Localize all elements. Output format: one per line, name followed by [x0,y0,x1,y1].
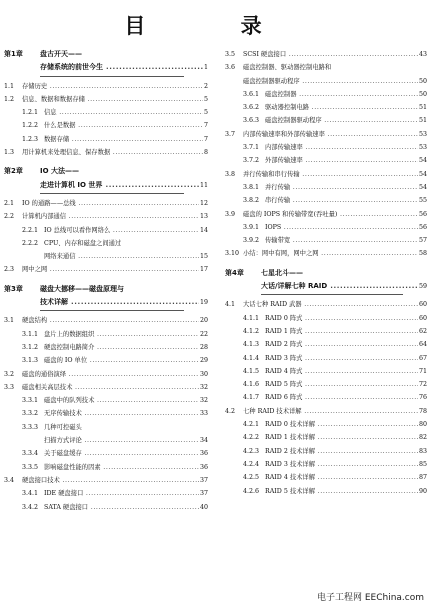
toc-page-number: 28 [199,341,208,354]
toc-title: 磁盘大挪移——磁盘原理与 [40,284,124,293]
toc-chapter [4,283,208,296]
toc-number: 3.2 [4,370,15,378]
toc-number: 4.2.1 [243,421,260,429]
toc-entry [4,447,208,460]
toc-page-number: 5 [203,93,208,106]
toc-number: 3.8.1 [243,183,260,191]
toc-number: 4.2.3 [243,447,260,455]
toc-title: 走进计算机 IO 世界 ..... [40,179,208,192]
toc-page-number: 90 [418,485,427,498]
toc-title: RAID 2 技术详解 ..... [265,445,427,458]
toc-number: 3.10 [225,250,240,258]
toc-page-number: 43 [418,48,427,61]
toc-page-number: 80 [418,418,427,431]
toc-page-number: 8 [203,146,208,159]
toc-title: 关于磁盘缓存 ..... [44,447,208,460]
toc-title: 无序传输技术 ..... [44,407,208,420]
toc-title: IO 总线可以看作网络么 ..... [44,224,208,237]
toc-number: 第1章 [4,50,23,58]
toc-entry [4,368,208,381]
toc-number: 第4章 [225,268,244,277]
toc-entry [4,314,208,327]
toc-number: 3.8 [225,170,236,178]
toc-title: RAID 0 技术详解 ..... [265,418,427,431]
toc-page-number: 34 [199,434,208,447]
toc-entry [4,394,208,407]
toc-title: IO 的通路——总线 ..... [22,197,208,210]
toc-title: IO 大法—— [40,167,79,176]
toc-page-number: 32 [199,394,208,407]
toc-number: 3.4.2 [22,503,39,511]
toc-page-number: 51 [418,101,427,114]
toc-title: RAID 4 阵式 ..... [265,365,427,378]
toc-title: 磁盘控制器驱动程序 ..... [243,75,427,88]
toc-title: 网中之网 ..... [22,263,208,276]
toc-title: 传输带宽 ..... [265,234,427,247]
toc-entry [4,434,208,447]
toc-page-number: 50 [418,88,427,101]
toc-title: 硬盘结构 ..... [22,314,208,327]
toc-number: 3.4 [4,476,15,484]
toc-entry [225,75,427,88]
toc-title: 磁盘控制器驱动程序 ..... [265,114,427,127]
toc-page-number: 22 [199,328,208,341]
toc-entry [225,48,427,61]
toc-number: 4.2.4 [243,460,260,468]
toc-title: 影响磁盘性能的因素 ..... [44,461,208,474]
toc-number: 1.3 [4,149,15,157]
toc-right-column [225,48,427,498]
toc-entry [225,234,427,247]
toc-entry [4,93,208,106]
toc-number: 1.2.3 [22,135,39,143]
toc-number: 4.1.5 [243,367,260,375]
toc-title: 驱动器控制电路 ..... [265,101,427,114]
toc-title: 大话/详解七种 RAID ..... [261,280,427,293]
toc-number: 3.7.1 [243,144,260,152]
toc-page-number: 55 [418,194,427,207]
toc-entry [4,210,208,223]
toc-number: 4.2 [225,407,236,415]
toc-number: 4.1.4 [243,354,260,362]
toc-page-number: 54 [418,181,427,194]
toc-title: 七种 RAID 技术详解 ..... [243,405,427,418]
toc-entry [225,181,427,194]
toc-number: 3.1 [4,317,15,325]
toc-number: 3.3 [4,383,15,391]
toc-page-number: 13 [199,210,208,223]
toc-entry [225,458,427,471]
toc-entry [4,407,208,420]
toc-number: 3.1.1 [22,330,39,338]
toc-page-number: 53 [418,141,427,154]
toc-page-number: 72 [418,378,427,391]
toc-page-number: 54 [418,168,427,181]
toc-title: 磁盘的通俗演绎 ..... [22,368,208,381]
toc-number: 2.2 [4,213,15,221]
toc-entry [225,154,427,167]
toc-page-number: 60 [418,312,427,325]
toc-title: SCSI 硬盘接口 ..... [243,48,427,61]
toc-page-number: 54 [418,154,427,167]
toc-page-number: 30 [199,368,208,381]
toc-number: 1.2.1 [22,109,39,117]
toc-number: 3.1.3 [22,357,39,365]
toc-title: IOPS ..... [265,221,427,234]
toc-page-number: 29 [199,354,208,367]
toc-entry [4,197,208,210]
toc-page-number: 40 [199,501,208,514]
toc-entry [225,352,427,365]
toc-number: 1.1 [4,82,15,90]
toc-title: 磁盘控制器、驱动器控制电路和 [243,64,332,72]
toc-title: 存储系统的前世今生 ..... [40,61,208,74]
toc-number: 3.6.3 [243,117,260,125]
toc-title: 串行传输 ..... [265,194,427,207]
toc-page-number: 85 [418,458,427,471]
toc-entry [225,101,427,114]
toc-number: 1.2.2 [22,122,39,130]
toc-entry [4,381,208,394]
toc-entry [225,114,427,127]
toc-entry [4,474,208,487]
toc-page-number: 37 [199,487,208,500]
toc-number: 2.1 [4,199,15,207]
toc-title: RAID 6 阵式 ..... [265,391,427,404]
toc-entry [4,487,208,500]
toc-page-number: 50 [418,75,427,88]
toc-number: 4.1.7 [243,394,260,402]
toc-number: 3.1.2 [22,343,39,351]
toc-entry [225,365,427,378]
toc-title: 信息 ..... [44,106,208,119]
toc-entry [4,146,208,159]
toc-title: RAID 3 技术详解 ..... [265,458,427,471]
toc-title: 磁盘的 IO 单位 ..... [44,354,208,367]
toc-chapter [225,267,427,280]
toc-number: 2.2.2 [22,239,39,247]
toc-entry [225,391,427,404]
toc-title: 内部传输速率和外部传输速率 ..... [243,128,427,141]
toc-entry [4,133,208,146]
toc-page-number: 71 [418,365,427,378]
toc-page-number: 62 [418,325,427,338]
toc-entry [225,61,427,74]
toc-entry [225,247,427,260]
toc-title: 什么是数据 ..... [44,119,208,132]
toc-title: RAID 3 阵式 ..... [265,352,427,365]
toc-title: 磁盘控制器 ..... [265,88,427,101]
toc-title: 并行传输 ..... [265,181,427,194]
toc-number: 2.2.1 [22,226,39,234]
toc-title: 扫描方式评论 ..... [44,434,208,447]
toc-entry [225,221,427,234]
toc-title: CPU、内存和磁盘之间通过 [44,239,122,247]
toc-number: 4.2.2 [243,434,260,442]
toc-page-number: 56 [418,208,427,221]
toc-page-number: 2 [203,80,208,93]
chapter-divider [40,310,184,311]
toc-entry [225,325,427,338]
toc-page-number: 83 [418,445,427,458]
toc-entry [4,224,208,237]
toc-chapter [4,48,208,61]
toc-title: 磁盘相关高层技术 ..... [22,381,208,394]
watermark: 电子工程网 EEChina.com [316,593,424,603]
toc-left-column [4,48,208,514]
toc-entry [225,128,427,141]
toc-entry [225,445,427,458]
toc-chapter [4,179,208,192]
toc-page-number: 20 [199,314,208,327]
toc-page-number: 1 [203,61,208,74]
toc-title: 盘古开天—— [40,50,82,58]
toc-entry [4,119,208,132]
toc-entry [4,421,208,434]
toc-title: 内部传输速率 ..... [265,141,427,154]
toc-page-number: 36 [199,447,208,460]
toc-entry [225,194,427,207]
toc-title: RAID 5 阵式 ..... [265,378,427,391]
toc-number: 4.1.2 [243,327,260,335]
toc-title: 盘片上的数据组织 ..... [44,328,208,341]
toc-entry [225,471,427,484]
toc-page-number: 11 [199,179,208,192]
toc-number: 4.2.5 [243,474,260,482]
toc-number: 3.3.4 [22,450,39,458]
toc-number: 4.1.1 [243,314,260,322]
toc-entry [225,298,427,311]
toc-entry [4,501,208,514]
toc-number: 3.6.1 [243,90,260,98]
toc-page-number: 15 [199,250,208,263]
toc-chapter [4,165,208,178]
toc-number: 1.2 [4,95,15,103]
toc-number: 3.4.1 [22,490,39,498]
toc-number: 3.6 [225,64,236,72]
toc-page-number: 7 [203,119,208,132]
toc-page-number: 32 [199,381,208,394]
toc-chapter [4,296,208,309]
chapter-divider [40,193,184,194]
toc-entry [225,88,427,101]
toc-title: 信息、数据和数据存储 ..... [22,93,208,106]
toc-number: 3.5 [225,51,236,58]
toc-number: 3.8.2 [243,197,260,205]
toc-page-number: 7 [203,133,208,146]
toc-title: 计算机内部通信 ..... [22,210,208,223]
toc-chapter [225,280,427,293]
toc-entry [225,431,427,444]
toc-title: 磁盘中的队列技术 ..... [44,394,208,407]
toc-title: 大话七种 RAID 武器 ..... [243,298,427,311]
toc-page-number: 5 [203,106,208,119]
toc-entry [225,405,427,418]
toc-entry [225,312,427,325]
toc-number: 3.7 [225,130,236,138]
toc-entry [225,418,427,431]
toc-title: RAID 2 阵式 ..... [265,338,427,351]
page-title: 目 录 [124,14,306,38]
toc-page-number: 33 [199,407,208,420]
toc-entry [225,168,427,181]
toc-page-number: 87 [418,471,427,484]
toc-entry [225,485,427,498]
toc-entry [225,208,427,221]
toc-number: 4.1 [225,301,236,309]
toc-entry [4,461,208,474]
toc-number: 3.3.3 [22,423,39,431]
toc-entry [4,328,208,341]
toc-page-number: 60 [418,298,427,311]
toc-title: 磁盘的 IOPS 和传输带宽(吞吐量) ..... [243,208,427,221]
chapter-divider [261,294,403,295]
toc-entry [225,378,427,391]
toc-title: RAID 1 阵式 ..... [265,325,427,338]
toc-title: RAID 1 技术详解 ..... [265,431,427,444]
toc-page-number: 53 [418,128,427,141]
toc-entry [4,263,208,276]
toc-page-number: 67 [418,352,427,365]
toc-entry [225,141,427,154]
toc-title: SATA 硬盘接口 ..... [44,501,208,514]
toc-title: 七星北斗—— [261,268,303,277]
toc-number: 2.3 [4,266,15,274]
toc-title: 硬盘控制电路简介 ..... [44,341,208,354]
toc-title: 网络来通信 ..... [44,250,208,263]
toc-page-number: 17 [199,263,208,276]
toc-entry [4,237,208,250]
toc-entry [4,250,208,263]
toc-number: 第3章 [4,284,23,293]
toc-page-number: 76 [418,391,427,404]
toc-page-number: 56 [418,221,427,234]
toc-title: RAID 4 技术详解 ..... [265,471,427,484]
toc-title: 小结：网中有网，网中之网 ..... [243,247,427,260]
toc-number: 3.9.1 [243,223,260,231]
toc-title: 并行传输和串行传输 ..... [243,168,427,181]
toc-page-number: 78 [418,405,427,418]
toc-title: 用计算机来处理信息、保存数据 ..... [22,146,208,159]
toc-page-number: 37 [199,474,208,487]
toc-number: 4.1.3 [243,341,260,349]
toc-title: RAID 5 技术详解 ..... [265,485,427,498]
toc-number: 3.9.2 [243,237,260,245]
toc-title: IDE 硬盘接口 ..... [44,487,208,500]
toc-page-number: 64 [418,338,427,351]
toc-page-number: 59 [418,280,427,293]
toc-page-number: 12 [199,197,208,210]
toc-title: 外部传输速率 ..... [265,154,427,167]
toc-page-number: 57 [418,234,427,247]
toc-entry [225,338,427,351]
toc-title: 数据存储 ..... [44,133,208,146]
toc-number: 第2章 [4,167,23,176]
toc-number: 3.3.5 [22,463,39,471]
toc-title: 几种可控磁头 [44,423,82,431]
toc-page-number: 19 [199,296,208,309]
toc-entry [4,354,208,367]
toc-number: 3.6.2 [243,104,260,112]
toc-number: 4.1.6 [243,381,260,389]
toc-page-number: 36 [199,461,208,474]
toc-title: 硬盘接口技术 ..... [22,474,208,487]
toc-title: 存储历史 ..... [22,80,208,93]
toc-page-number: 14 [199,224,208,237]
toc-entry [4,80,208,93]
toc-number: 3.9 [225,210,236,218]
toc-number: 3.3.1 [22,397,39,405]
toc-page-number: 82 [418,431,427,444]
toc-number: 3.7.2 [243,157,260,165]
toc-title: 技术详解 ..... [40,296,208,309]
chapter-divider [40,76,184,77]
toc-title: RAID 0 阵式 ..... [265,312,427,325]
toc-number: 3.3.2 [22,410,39,418]
toc-chapter [4,61,208,74]
toc-page-number: 58 [418,247,427,260]
toc-page-number: 51 [418,114,427,127]
toc-entry [4,341,208,354]
toc-number: 4.2.6 [243,487,260,495]
toc-entry [4,106,208,119]
